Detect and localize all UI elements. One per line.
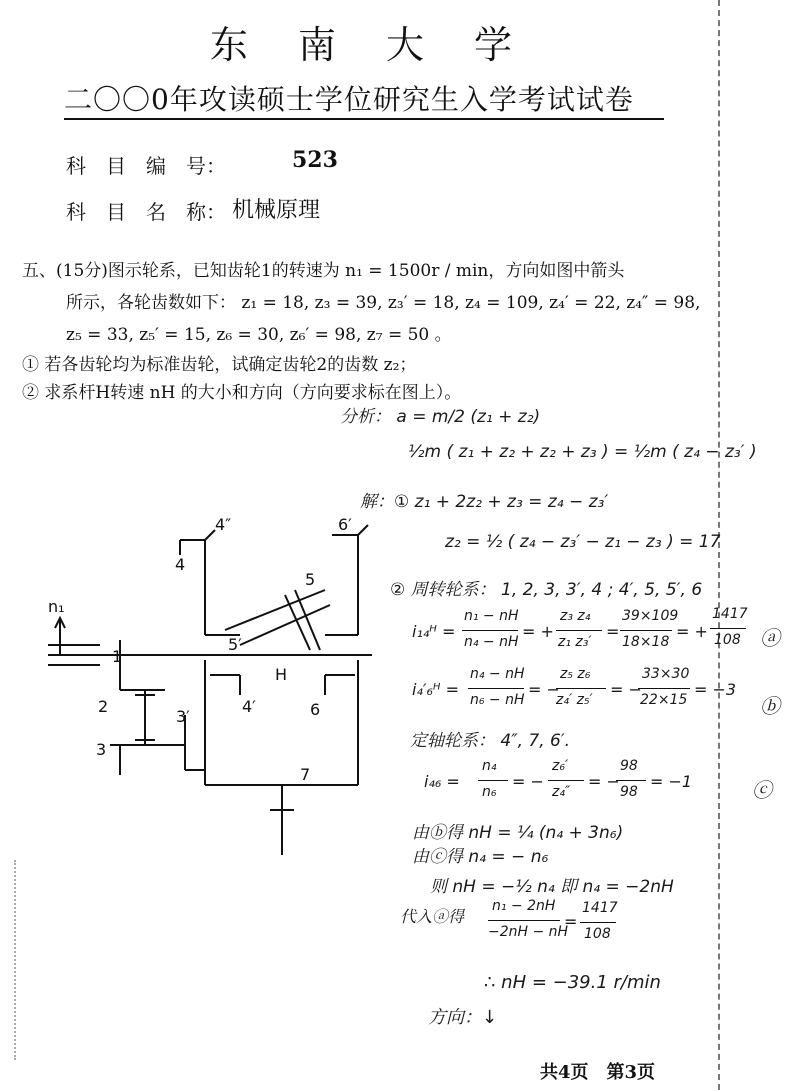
derivation-step-2: 由ⓒ得 n₄ = − n₆ [412, 847, 549, 867]
eq-a-frac2-num: z₃ z₄ [560, 608, 591, 624]
eq-a-frac4-den: 108 [714, 632, 741, 648]
substitution-label: 代入ⓐ得 [400, 907, 465, 926]
eq-a-frac-den: n₄ − nH [464, 634, 519, 650]
subject-code: 523 [292, 147, 338, 173]
label-gear-1: 1 [112, 647, 123, 666]
eq-c-end: = −1 [650, 772, 693, 791]
eq-b-frac2-bar [556, 688, 606, 689]
direction-answer: 方向：↓ [428, 1007, 498, 1028]
eq-a-frac-num: n₁ − nH [464, 608, 519, 624]
eq-c-frac2-num: z₆′ [552, 758, 569, 774]
eq-b-frac2-den: z₄′ z₅′ [556, 692, 593, 708]
eq-b-frac3-den: 22×15 [640, 692, 688, 708]
substitution-frac2-bar [580, 922, 616, 923]
label-gear-5: 5 [305, 570, 316, 589]
substitution-frac-bar [488, 920, 560, 921]
eq-c-frac-bar [478, 780, 508, 781]
eq-c-frac2-den: z₄″ [552, 784, 571, 800]
eq-c-frac3-bar [616, 780, 646, 781]
eq-c-frac3-den: 98 [620, 784, 638, 800]
fixed-train-label: 定轴轮系： 4″, 7, 6′. [410, 731, 571, 751]
subject-code-label: 科 目 编 号： [66, 154, 226, 178]
gear-train-diagram [0, 500, 400, 870]
eq-c-frac-num: n₄ [482, 758, 497, 774]
eq-b-frac-bar [468, 688, 524, 689]
derivation-step-1: 由ⓑ得 nH = ¼ (n₄ + 3n₆) [412, 823, 624, 843]
eq-a-frac-bar [462, 630, 518, 631]
label-gear-4pp: 4″ [215, 515, 232, 534]
solution-analysis: 分析： a = m/2 (z₁ + z₂) [340, 407, 541, 427]
eq-b-frac-den: n₆ − nH [470, 692, 525, 708]
question-line-1: 五、(15分)图示轮系，已知齿轮1的转速为 n₁ = 1500r / min，方向如图中箭头 [22, 261, 625, 281]
question-line-3: z₅ = 33, z₅′ = 15, z₆ = 30, z₆′ = 98, z₇ = 50 。 [66, 325, 452, 345]
eq-a-frac2-den: z₁ z₃′ [558, 634, 592, 650]
substitution-frac2-den: 108 [584, 926, 611, 942]
eq-c-lhs: i₄₆ = [424, 772, 460, 791]
solution-step-2: ② 周转轮系： 1, 2, 3, 3′, 4 ; 4′, 5, 5′, 6 [390, 580, 703, 600]
eq-c-frac-den: n₆ [482, 784, 497, 800]
eq-a-frac2-bar [556, 630, 602, 631]
university-title: 东 南 大 学 [210, 23, 519, 67]
substitution-frac-num: n₁ − 2nH [492, 898, 556, 914]
question-sub-1: ① 若各齿轮均为标准齿轮，试确定齿轮2的齿数 z₂； [22, 355, 417, 375]
question-line-2: 所示，各轮齿数如下： z₁ = 18, z₃ = 39, z₃′ = 18, z₄ = 109, z₄′ = 22, z₄″ = 98, [66, 293, 701, 313]
page-counter: 共4页 第3页 [540, 1062, 656, 1083]
eq-b-marker: ⓑ [760, 694, 780, 718]
label-gear-3p: 3′ [176, 707, 190, 726]
eq-c-eq: = − [588, 772, 620, 791]
eq-a-frac3-den: 18×18 [622, 634, 670, 650]
eq-b-frac-num: n₄ − nH [470, 666, 525, 682]
substitution-frac-den: −2nH − nH [488, 924, 569, 940]
eq-b-end: = −3 [694, 680, 737, 699]
title-underline [64, 118, 664, 120]
final-result: ∴ nH = −39.1 r/min [484, 972, 661, 993]
solution-analysis-2: ½m ( z₁ + z₂ + z₂ + z₃ ) = ½m ( z₄ − z₃′ ) [408, 442, 757, 462]
label-gear-6: 6 [310, 700, 321, 719]
label-carrier-H: H [275, 665, 288, 684]
eq-a-frac3-bar [620, 630, 672, 631]
substitution-frac2-num: 1417 [582, 900, 618, 916]
label-gear-4: 4 [175, 555, 186, 574]
eq-b-eq: = − [610, 680, 642, 699]
eq-c-mid: = − [512, 772, 544, 791]
binding-line-left [14, 860, 16, 1060]
eq-b-frac3-num: 33×30 [642, 666, 690, 682]
eq-b-mid: = − [528, 680, 560, 699]
eq-a-frac4-bar [710, 628, 746, 629]
eq-b-lhs: i₄′₆ᴴ = [412, 680, 459, 699]
exam-title: 二〇〇0年攻读硕士学位研究生入学考试试卷 [64, 83, 634, 116]
eq-a-mid: = + [522, 622, 554, 641]
eq-a-eq2: = + [676, 622, 708, 641]
eq-a-lhs: i₁₄ᴴ = [412, 622, 456, 641]
eq-b-frac2-num: z₅ z₆ [560, 666, 591, 682]
question-sub-2: ② 求系杆H转速 nH 的大小和方向（方向要求标在图上）。 [22, 383, 462, 403]
substitution-eq: = [564, 912, 578, 931]
solution-step-1: 解：① z₁ + 2z₂ + z₃ = z₄ − z₃′ [360, 492, 609, 512]
eq-b-frac3-bar [638, 688, 690, 689]
label-gear-6p: 6′ [338, 515, 352, 534]
subject-name: 机械原理 [232, 198, 321, 223]
label-n1: n₁ [48, 597, 65, 616]
label-gear-7: 7 [300, 765, 311, 784]
eq-c-frac3-num: 98 [620, 758, 638, 774]
eq-c-frac2-bar [548, 780, 584, 781]
label-gear-5p: 5′ [228, 635, 242, 654]
label-gear-3: 3 [96, 740, 107, 759]
eq-a-marker: ⓐ [760, 626, 780, 650]
eq-a-frac4-num: 1417 [712, 606, 748, 622]
eq-a-eq: = [606, 622, 620, 641]
derivation-step-3: 则 nH = −½ n₄ 即 n₄ = −2nH [430, 877, 674, 897]
subject-name-label: 科 目 名 称： [66, 200, 226, 224]
label-gear-4p: 4′ [242, 697, 256, 716]
solution-step-1b: z₂ = ½ ( z₄ − z₃′ − z₁ − z₃ ) = 17 [445, 532, 721, 552]
eq-a-frac3-num: 39×109 [622, 608, 679, 624]
label-gear-2: 2 [98, 697, 109, 716]
eq-c-marker: ⓒ [752, 778, 772, 802]
